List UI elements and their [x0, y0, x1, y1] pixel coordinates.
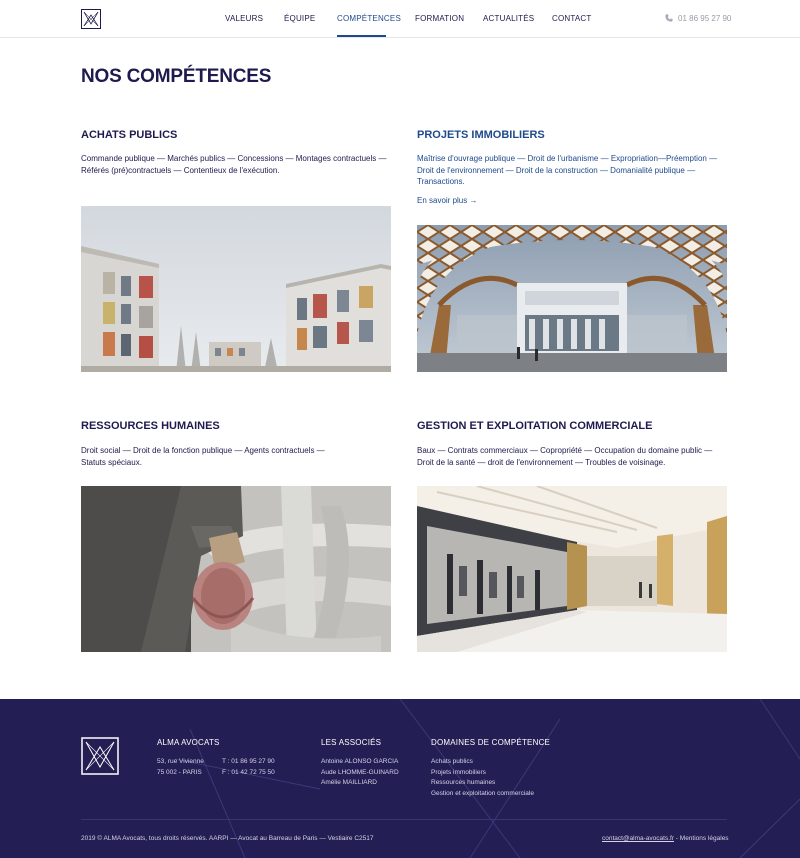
section-title-gestion-commerciale[interactable]: GESTION ET EXPLOITATION COMMERCIALE — [417, 420, 653, 432]
footer-divider — [81, 819, 727, 820]
section-desc-achats-publics — [81, 153, 401, 176]
domain-link[interactable]: Achats publics — [431, 758, 473, 765]
contact-email-link[interactable]: contact@alma-avocats.fr — [602, 835, 674, 842]
section-title-projets-immobiliers[interactable]: PROJETS IMMOBILIERS — [417, 129, 545, 141]
footer-legal-separator: - — [674, 835, 680, 842]
worker-with-helmet-photo — [81, 486, 391, 652]
timber-lattice-building-photo — [417, 225, 727, 372]
domain-link[interactable]: Ressources humaines — [431, 779, 496, 787]
desc-line: Référés (pré)contractuels — Contentieux de l'exécution. — [81, 165, 280, 175]
nav-contact[interactable]: CONTACT — [552, 14, 592, 23]
section-desc-projets-immobiliers — [417, 153, 737, 188]
footer-copyright: 2019 © ALMA Avocats, tous droits réservés. AARPI — Avocat au Barreau de Paris — Vestiaire C2517 — [81, 835, 374, 842]
alma-logo-icon[interactable] — [81, 9, 101, 29]
nav-valeurs[interactable]: VALEURS — [225, 14, 264, 23]
desc-line: Transactions. — [417, 177, 465, 186]
associate-link[interactable]: Antoine ALONSO GARCIA — [321, 758, 399, 765]
desc-line: Droit de l'environnement — Droit de la construction — Domanialité publique — — [417, 165, 696, 175]
domain-link[interactable]: Gestion et exploitation commerciale — [431, 790, 534, 798]
footer-domains-list — [431, 757, 534, 800]
nav-equipe[interactable]: ÉQUIPE — [284, 14, 316, 23]
desc-line: Commande publique — Marchés publics — Concessions — Montages contractuels — — [81, 154, 387, 163]
section-desc-gestion-commerciale — [417, 445, 737, 468]
fax-line: F : 01 42 72 75 50 — [222, 768, 275, 776]
desc-line: Maîtrise d'ouvrage publique — Droit de l'urbanisme — Expropriation—Préemption — — [417, 154, 718, 163]
footer-associates-list — [321, 757, 399, 789]
footer-address — [157, 757, 204, 778]
phone-line[interactable]: T : 01 86 95 27 90 — [222, 758, 275, 765]
associate-link[interactable]: Amélie MAILLIARD — [321, 779, 377, 787]
address-line: 75 002 - PARIS — [157, 768, 202, 776]
footer-phones — [222, 757, 275, 778]
site-footer — [0, 699, 800, 858]
associate-link[interactable]: Aude LHOMME-GUINARD — [321, 768, 399, 776]
footer-domains-heading: DOMAINES DE COMPÉTENCE — [431, 738, 551, 747]
nav-formation[interactable]: FORMATION — [415, 14, 465, 23]
address-line: 53, rue Vivienne — [157, 758, 204, 765]
section-desc-ressources-humaines — [81, 445, 401, 468]
header-phone[interactable] — [665, 14, 731, 23]
footer-legal-links — [602, 835, 729, 842]
footer-associates-heading: LES ASSOCIÉS — [321, 738, 382, 747]
active-tab-indicator — [337, 35, 386, 37]
site-header — [0, 0, 800, 38]
nav-actualites[interactable]: ACTUALITÉS — [483, 14, 535, 23]
footer-logo-icon[interactable] — [81, 737, 119, 775]
page-title: NOS COMPÉTENCES — [81, 66, 272, 87]
phone-icon — [665, 14, 673, 22]
header-phone-number: 01 86 95 27 90 — [678, 14, 732, 23]
desc-line: Droit de la santé — droit de l'environnement — Troubles de voisinage. — [417, 457, 666, 467]
section-title-ressources-humaines[interactable]: RESSOURCES HUMAINES — [81, 420, 220, 432]
shopping-mall-photo — [417, 486, 727, 652]
domain-link[interactable]: Projets immobiliers — [431, 768, 486, 776]
mentions-legales-link[interactable]: Mentions légales — [679, 835, 729, 842]
desc-line: Baux — Contrats commerciaux — Copropriété — Occupation du domaine public — — [417, 446, 713, 455]
desc-line: Droit social — Droit de la fonction publique — Agents contractuels — — [81, 446, 325, 455]
desc-line: Statuts spéciaux. — [81, 457, 142, 467]
section-title-achats-publics[interactable]: ACHATS PUBLICS — [81, 129, 178, 141]
nav-competences[interactable]: COMPÉTENCES — [337, 14, 401, 23]
en-savoir-plus-link[interactable]: En savoir plus → — [417, 196, 478, 205]
apartment-buildings-photo — [81, 206, 391, 372]
footer-firm-heading: ALMA AVOCATS — [157, 738, 220, 747]
